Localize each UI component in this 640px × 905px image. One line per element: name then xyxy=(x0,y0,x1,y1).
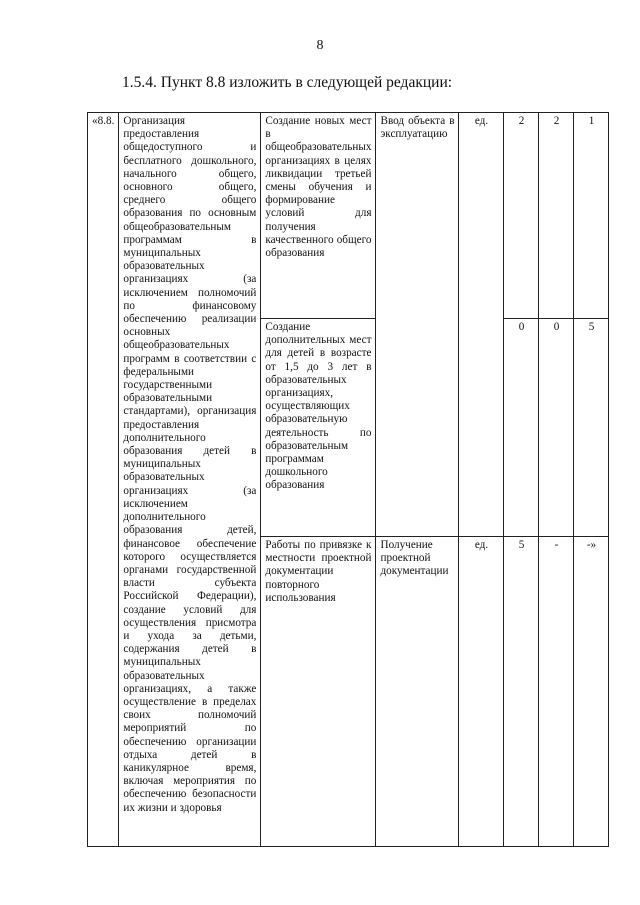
value-cell: 2 xyxy=(539,113,574,319)
activity-text: Создание новых мест в общеобразовательных организациях в целях ликвидации третьей смены обучения и формирование условий для получения качественного общего образования xyxy=(265,115,372,260)
value-cell: - xyxy=(539,537,574,847)
value-cell: -» xyxy=(574,537,609,847)
activity-cell xyxy=(261,537,376,847)
value-cell: 2 xyxy=(504,113,539,319)
indicator-text: Получение проектной документации xyxy=(380,539,449,578)
activity-text: Создание дополнительных мест для детей в возрасте от 1,5 до 3 лет в образовательных организациях, осуществляющих образовательную деятельность по образовательным программам дошкольного образования xyxy=(265,321,372,492)
unit-cell: ед. xyxy=(459,537,504,847)
value-cell: 5 xyxy=(504,537,539,847)
value-cell: 0 xyxy=(539,319,574,537)
description-cell xyxy=(119,113,261,847)
value-cell: 5 xyxy=(574,319,609,537)
amendment-heading: 1.5.4. Пункт 8.8 изложить в следующей редакции: xyxy=(122,74,453,91)
indicator-text: Ввод объекта в эксплуатацию xyxy=(380,115,455,141)
value-cell: 0 xyxy=(504,319,539,537)
indicator-cell xyxy=(376,113,459,537)
item-number-cell: «8.8. xyxy=(88,113,119,847)
amendment-table xyxy=(87,112,609,847)
indicator-cell xyxy=(376,537,459,847)
page-number: 8 xyxy=(316,38,324,53)
activity-cell xyxy=(261,319,376,537)
unit-cell: ед. xyxy=(459,113,504,537)
description-text: Организация предоставления общедоступного и бесплатного дошкольного, начального общего, основного общего, среднего общего образования по основным общеобразовательным программам в муниципальных образовательных организациях (за исключением полномочий по финансовому обеспечению реализации основных общеобразовательных программ в соответствии с федеральными государственными образовательными стандартами), организация предоставления дополнительного образования детей в муниципальных образовательных организациях (за исключением дополнительного образования детей, финансовое обеспечение которого осуществляется органами государственной власти субъекта Российской Федерации), создание условий для осуществления присмотра и ухода за детьми, содержания детей в муниципальных образовательных организациях, а также осуществление в пределах своих полномочий мероприятий по обеспечению организации отдыха детей в каникулярное время, включая мероприятия по обеспечению безопасности их жизни и здоровья xyxy=(123,115,257,814)
value-cell: 1 xyxy=(574,113,609,319)
activity-text: Работы по привязке к местности проектной документации повторного использования xyxy=(265,539,372,604)
table-row xyxy=(88,113,609,319)
activity-cell xyxy=(261,113,376,319)
